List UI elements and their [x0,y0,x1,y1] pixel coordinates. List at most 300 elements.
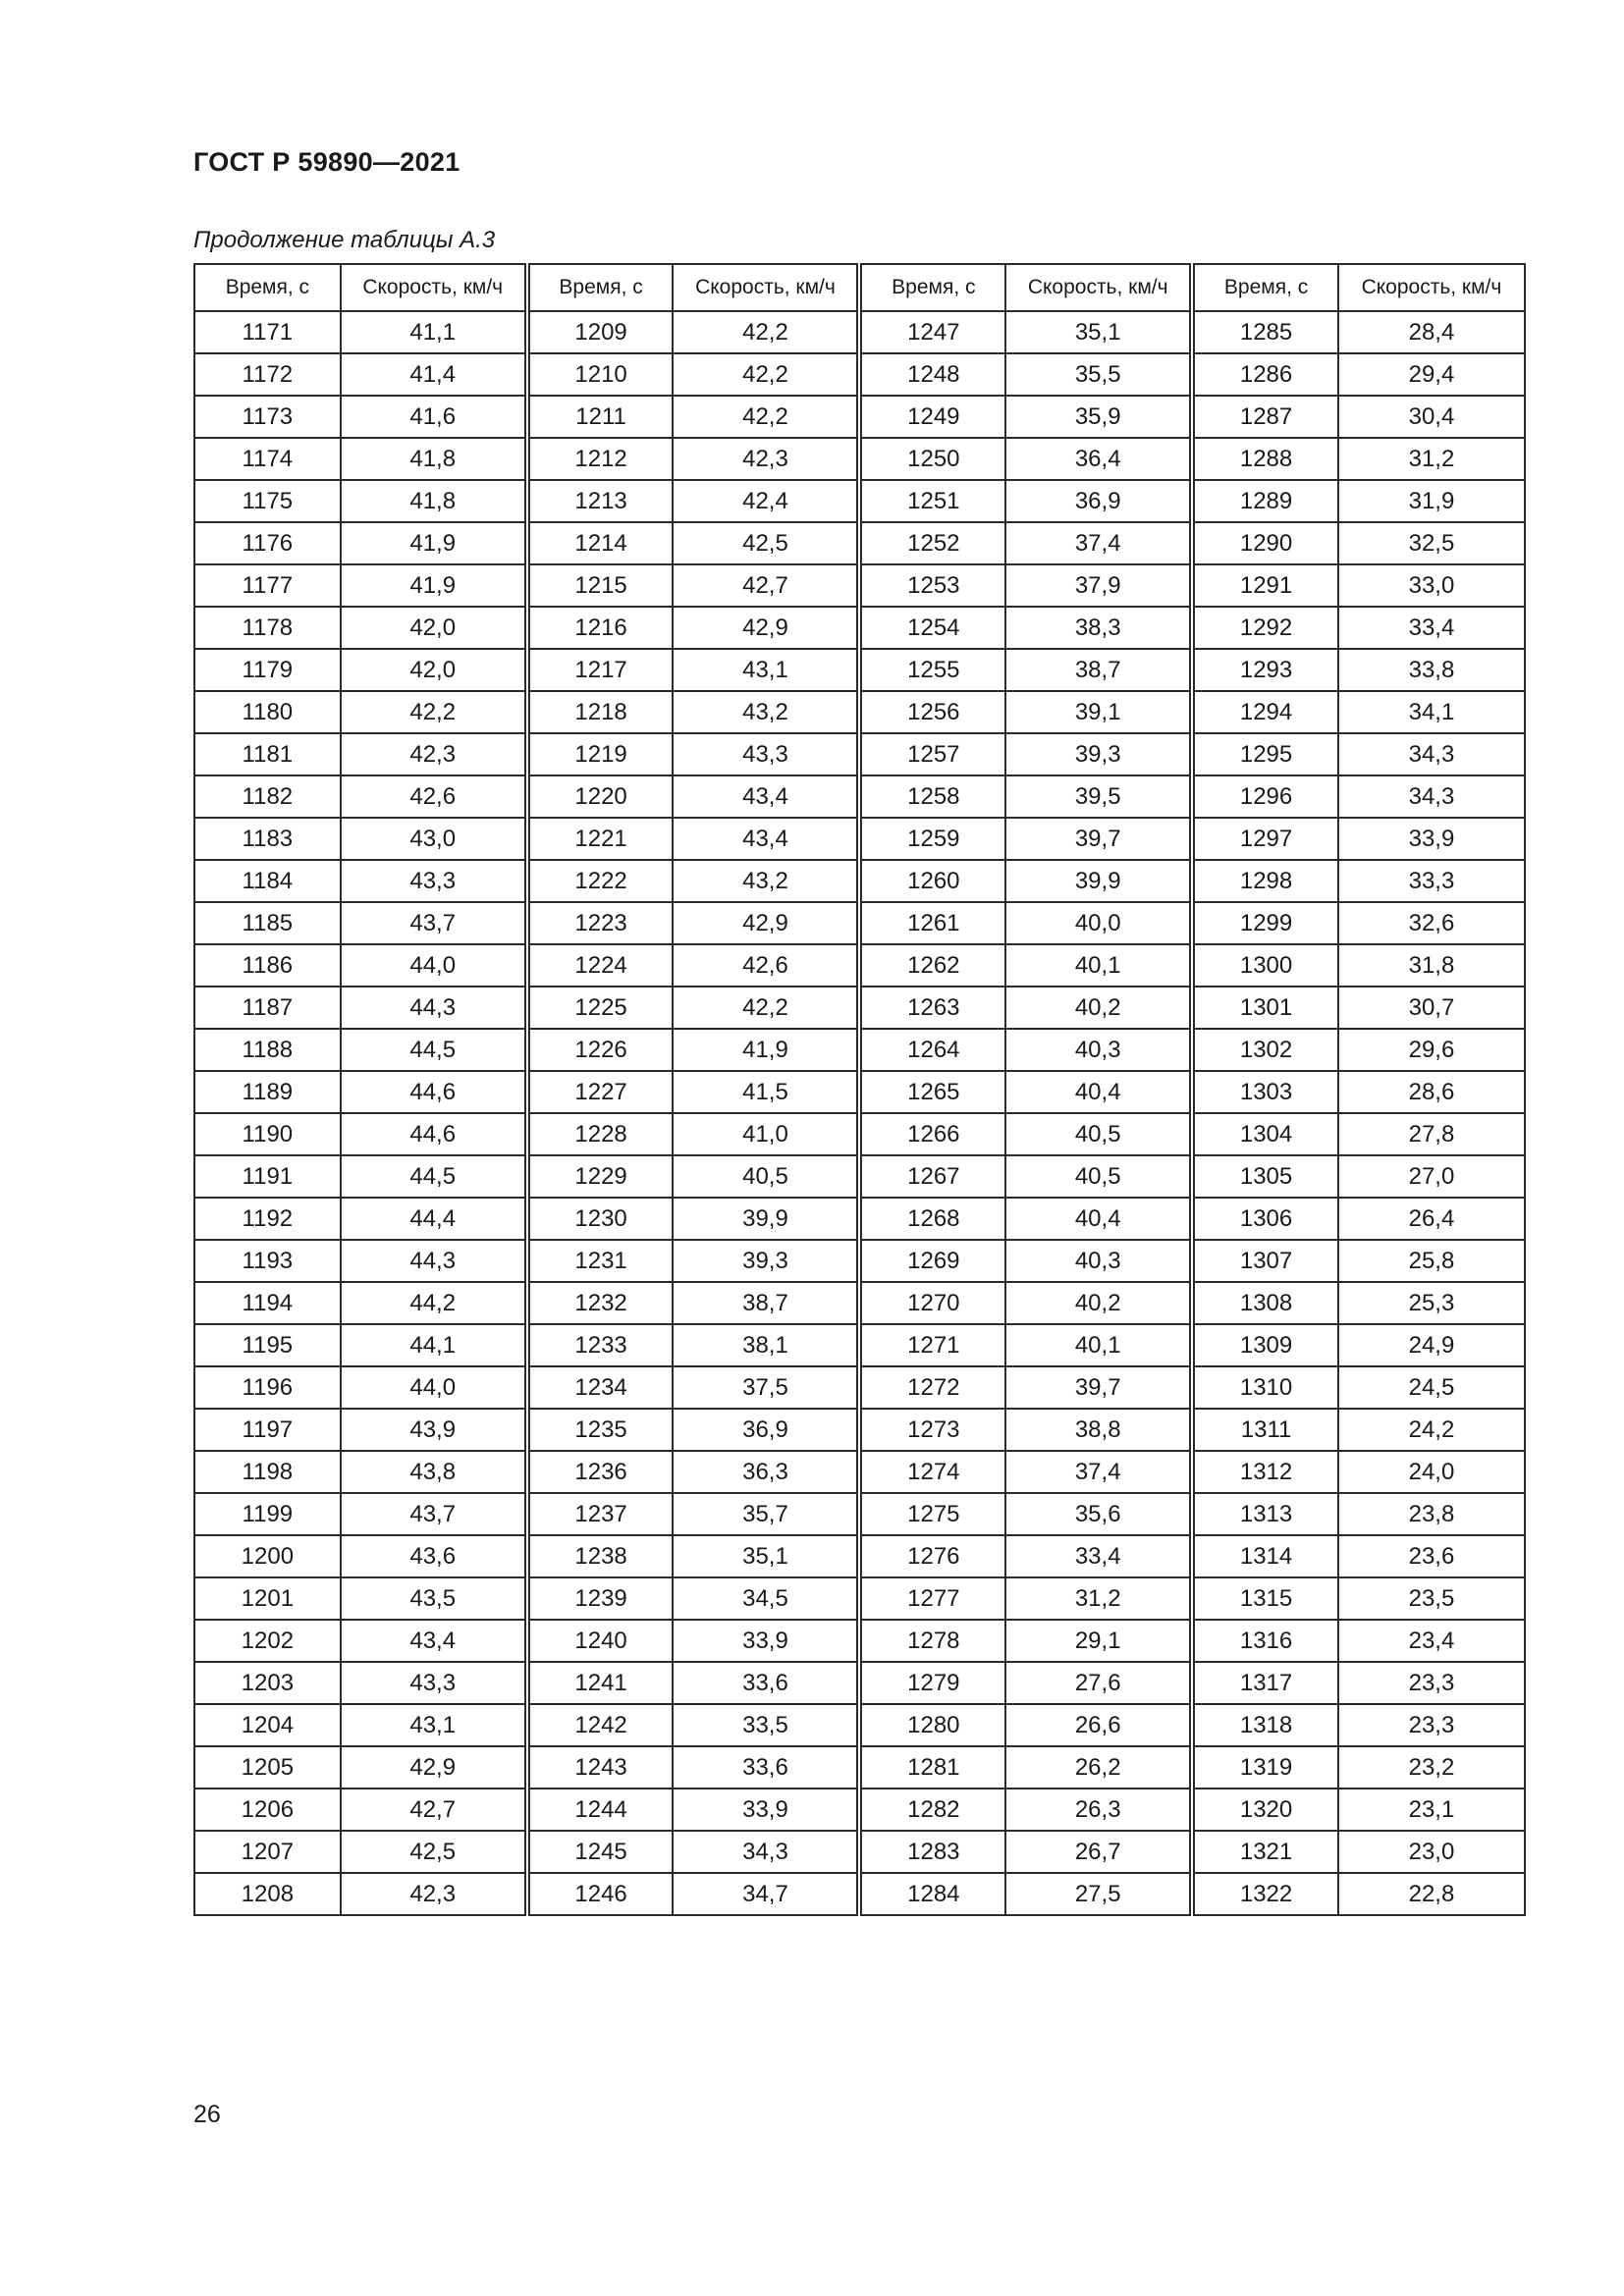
column-header-time: Время, с [859,264,1005,311]
table-row [194,1029,1525,1071]
speed-cell: 23,5 [1338,1577,1525,1620]
time-cell: 1196 [194,1366,341,1409]
time-cell: 1187 [194,987,341,1029]
table-body [194,311,1525,1915]
speed-cell: 33,9 [1338,818,1525,860]
table-row [194,1113,1525,1155]
table-row [194,1831,1525,1873]
table-row [194,1620,1525,1662]
time-cell: 1206 [194,1789,341,1831]
speed-cell: 28,4 [1338,311,1525,353]
speed-cell: 39,9 [673,1198,859,1240]
speed-cell: 43,8 [341,1451,527,1493]
speed-cell: 44,1 [341,1324,527,1366]
speed-cell: 31,8 [1338,944,1525,987]
time-cell: 1221 [527,818,674,860]
speed-cell: 26,3 [1005,1789,1192,1831]
table-row [194,818,1525,860]
time-cell: 1320 [1192,1789,1338,1831]
time-cell: 1241 [527,1662,674,1704]
speed-cell: 43,3 [673,733,859,775]
speed-cell: 33,9 [673,1789,859,1831]
speed-cell: 44,6 [341,1071,527,1113]
speed-cell: 42,0 [341,607,527,649]
column-header-time: Время, с [194,264,341,311]
speed-cell: 40,0 [1005,902,1192,944]
table-row [194,860,1525,902]
table-row [194,1409,1525,1451]
speed-cell: 33,3 [1338,860,1525,902]
speed-cell: 42,3 [341,1873,527,1915]
table-caption: Продолжение таблицы А.3 [193,227,496,253]
table-header-row [194,264,1525,311]
time-cell: 1261 [859,902,1005,944]
time-cell: 1213 [527,480,674,522]
time-cell: 1220 [527,775,674,818]
page-number: 26 [193,2101,221,2128]
time-cell: 1184 [194,860,341,902]
time-cell: 1290 [1192,522,1338,564]
time-cell: 1212 [527,438,674,480]
table-row [194,438,1525,480]
speed-cell: 43,3 [341,860,527,902]
time-cell: 1237 [527,1493,674,1535]
time-cell: 1302 [1192,1029,1338,1071]
speed-cell: 43,2 [673,691,859,733]
speed-cell: 43,4 [341,1620,527,1662]
time-cell: 1216 [527,607,674,649]
time-cell: 1245 [527,1831,674,1873]
table-row [194,902,1525,944]
speed-cell: 34,3 [1338,733,1525,775]
time-cell: 1257 [859,733,1005,775]
table-row [194,987,1525,1029]
table-row [194,1282,1525,1324]
speed-cell: 27,8 [1338,1113,1525,1155]
speed-cell: 34,3 [673,1831,859,1873]
time-cell: 1229 [527,1155,674,1198]
table-row [194,1789,1525,1831]
time-cell: 1265 [859,1071,1005,1113]
speed-cell: 42,2 [673,396,859,438]
speed-cell: 22,8 [1338,1873,1525,1915]
time-cell: 1189 [194,1071,341,1113]
time-cell: 1279 [859,1662,1005,1704]
time-cell: 1275 [859,1493,1005,1535]
speed-cell: 40,5 [673,1155,859,1198]
speed-cell: 42,9 [673,902,859,944]
speed-cell: 33,4 [1338,607,1525,649]
time-cell: 1223 [527,902,674,944]
time-cell: 1226 [527,1029,674,1071]
speed-cell: 24,5 [1338,1366,1525,1409]
time-cell: 1204 [194,1704,341,1746]
time-cell: 1207 [194,1831,341,1873]
time-cell: 1201 [194,1577,341,1620]
speed-cell: 25,3 [1338,1282,1525,1324]
speed-cell: 37,4 [1005,1451,1192,1493]
speed-cell: 43,6 [341,1535,527,1577]
table-row [194,353,1525,396]
speed-cell: 35,9 [1005,396,1192,438]
speed-cell: 23,6 [1338,1535,1525,1577]
speed-cell: 44,3 [341,987,527,1029]
speed-cell: 40,4 [1005,1198,1192,1240]
time-cell: 1179 [194,649,341,691]
table-row [194,522,1525,564]
speed-cell: 31,9 [1338,480,1525,522]
time-cell: 1321 [1192,1831,1338,1873]
time-cell: 1292 [1192,607,1338,649]
speed-cell: 40,1 [1005,1324,1192,1366]
time-cell: 1172 [194,353,341,396]
time-cell: 1298 [1192,860,1338,902]
speed-cell: 42,2 [673,353,859,396]
time-cell: 1246 [527,1873,674,1915]
speed-cell: 35,7 [673,1493,859,1535]
time-cell: 1239 [527,1577,674,1620]
speed-cell: 23,8 [1338,1493,1525,1535]
speed-cell: 33,5 [673,1704,859,1746]
time-cell: 1281 [859,1746,1005,1789]
time-cell: 1222 [527,860,674,902]
table-row [194,944,1525,987]
time-cell: 1305 [1192,1155,1338,1198]
time-cell: 1313 [1192,1493,1338,1535]
time-cell: 1186 [194,944,341,987]
table-row [194,775,1525,818]
time-cell: 1322 [1192,1873,1338,1915]
time-cell: 1270 [859,1282,1005,1324]
time-cell: 1242 [527,1704,674,1746]
table-row [194,691,1525,733]
table-row [194,1746,1525,1789]
speed-cell: 23,0 [1338,1831,1525,1873]
time-cell: 1269 [859,1240,1005,1282]
speed-cell: 43,3 [341,1662,527,1704]
speed-cell: 42,5 [341,1831,527,1873]
time-cell: 1236 [527,1451,674,1493]
time-cell: 1307 [1192,1240,1338,1282]
speed-cell: 42,5 [673,522,859,564]
time-cell: 1272 [859,1366,1005,1409]
speed-cell: 35,6 [1005,1493,1192,1535]
time-cell: 1176 [194,522,341,564]
speed-cell: 43,1 [673,649,859,691]
speed-cell: 26,4 [1338,1198,1525,1240]
column-header-speed: Скорость, км/ч [1338,264,1525,311]
speed-cell: 29,6 [1338,1029,1525,1071]
speed-cell: 33,4 [1005,1535,1192,1577]
time-cell: 1200 [194,1535,341,1577]
time-cell: 1190 [194,1113,341,1155]
time-cell: 1258 [859,775,1005,818]
time-cell: 1294 [1192,691,1338,733]
time-cell: 1280 [859,1704,1005,1746]
time-cell: 1278 [859,1620,1005,1662]
speed-cell: 33,6 [673,1662,859,1704]
time-cell: 1193 [194,1240,341,1282]
time-cell: 1276 [859,1535,1005,1577]
table-row [194,649,1525,691]
table-row [194,1577,1525,1620]
speed-cell: 41,9 [341,522,527,564]
time-cell: 1233 [527,1324,674,1366]
speed-cell: 42,6 [341,775,527,818]
time-cell: 1224 [527,944,674,987]
column-header-time: Время, с [527,264,674,311]
time-cell: 1243 [527,1746,674,1789]
time-cell: 1285 [1192,311,1338,353]
time-cell: 1210 [527,353,674,396]
table-row [194,564,1525,607]
time-cell: 1178 [194,607,341,649]
speed-cell: 31,2 [1005,1577,1192,1620]
column-header-speed: Скорость, км/ч [673,264,859,311]
time-cell: 1205 [194,1746,341,1789]
time-cell: 1274 [859,1451,1005,1493]
table-row [194,1451,1525,1493]
time-cell: 1235 [527,1409,674,1451]
speed-cell: 44,6 [341,1113,527,1155]
time-cell: 1250 [859,438,1005,480]
time-cell: 1214 [527,522,674,564]
time-cell: 1248 [859,353,1005,396]
time-cell: 1315 [1192,1577,1338,1620]
speed-cell: 42,9 [673,607,859,649]
time-cell: 1185 [194,902,341,944]
time-cell: 1266 [859,1113,1005,1155]
time-cell: 1288 [1192,438,1338,480]
speed-cell: 24,0 [1338,1451,1525,1493]
speed-cell: 44,5 [341,1029,527,1071]
speed-cell: 43,5 [341,1577,527,1620]
speed-cell: 38,1 [673,1324,859,1366]
time-cell: 1262 [859,944,1005,987]
time-cell: 1255 [859,649,1005,691]
time-cell: 1259 [859,818,1005,860]
speed-cell: 30,7 [1338,987,1525,1029]
document-header: ГОСТ Р 59890—2021 [193,147,460,177]
speed-cell: 44,2 [341,1282,527,1324]
time-cell: 1289 [1192,480,1338,522]
speed-cell: 41,6 [341,396,527,438]
time-cell: 1244 [527,1789,674,1831]
time-cell: 1202 [194,1620,341,1662]
speed-cell: 42,3 [673,438,859,480]
table-row [194,311,1525,353]
speed-cell: 38,7 [1005,649,1192,691]
time-cell: 1311 [1192,1409,1338,1451]
time-cell: 1180 [194,691,341,733]
time-cell: 1318 [1192,1704,1338,1746]
table-row [194,1155,1525,1198]
speed-cell: 43,4 [673,818,859,860]
speed-cell: 26,6 [1005,1704,1192,1746]
speed-cell: 40,4 [1005,1071,1192,1113]
table-row [194,1324,1525,1366]
speed-cell: 35,1 [673,1535,859,1577]
speed-cell: 36,9 [1005,480,1192,522]
table-row [194,607,1525,649]
speed-cell: 34,1 [1338,691,1525,733]
speed-cell: 39,5 [1005,775,1192,818]
time-cell: 1251 [859,480,1005,522]
speed-cell: 40,2 [1005,987,1192,1029]
speed-cell: 43,4 [673,775,859,818]
speed-cell: 40,3 [1005,1029,1192,1071]
time-cell: 1173 [194,396,341,438]
time-cell: 1215 [527,564,674,607]
time-cell: 1247 [859,311,1005,353]
time-cell: 1254 [859,607,1005,649]
speed-cell: 27,0 [1338,1155,1525,1198]
speed-cell: 25,8 [1338,1240,1525,1282]
time-cell: 1314 [1192,1535,1338,1577]
speed-cell: 24,2 [1338,1409,1525,1451]
time-cell: 1308 [1192,1282,1338,1324]
time-cell: 1249 [859,396,1005,438]
time-cell: 1295 [1192,733,1338,775]
speed-cell: 41,0 [673,1113,859,1155]
speed-cell: 42,2 [673,311,859,353]
speed-cell: 42,6 [673,944,859,987]
time-cell: 1304 [1192,1113,1338,1155]
speed-cell: 33,8 [1338,649,1525,691]
speed-cell: 39,3 [673,1240,859,1282]
time-cell: 1231 [527,1240,674,1282]
table-row [194,1366,1525,1409]
time-cell: 1183 [194,818,341,860]
time-cell: 1225 [527,987,674,1029]
time-cell: 1203 [194,1662,341,1704]
speed-cell: 35,5 [1005,353,1192,396]
time-cell: 1232 [527,1282,674,1324]
time-cell: 1260 [859,860,1005,902]
speed-cell: 42,2 [341,691,527,733]
speed-cell: 34,5 [673,1577,859,1620]
time-cell: 1252 [859,522,1005,564]
time-cell: 1228 [527,1113,674,1155]
time-cell: 1240 [527,1620,674,1662]
speed-cell: 42,7 [341,1789,527,1831]
speed-cell: 38,3 [1005,607,1192,649]
time-cell: 1319 [1192,1746,1338,1789]
time-cell: 1188 [194,1029,341,1071]
time-cell: 1310 [1192,1366,1338,1409]
speed-cell: 36,9 [673,1409,859,1451]
time-cell: 1182 [194,775,341,818]
time-cell: 1299 [1192,902,1338,944]
speed-cell: 34,3 [1338,775,1525,818]
speed-cell: 42,0 [341,649,527,691]
speed-cell: 43,7 [341,902,527,944]
speed-cell: 43,7 [341,1493,527,1535]
speed-cell: 40,5 [1005,1155,1192,1198]
time-cell: 1199 [194,1493,341,1535]
speed-cell: 39,7 [1005,1366,1192,1409]
speed-cell: 37,5 [673,1366,859,1409]
time-cell: 1227 [527,1071,674,1113]
table-row [194,1240,1525,1282]
time-cell: 1296 [1192,775,1338,818]
speed-cell: 39,1 [1005,691,1192,733]
table-row [194,1662,1525,1704]
speed-cell: 39,9 [1005,860,1192,902]
speed-cell: 42,7 [673,564,859,607]
speed-cell: 43,2 [673,860,859,902]
table-row [194,1535,1525,1577]
speed-cell: 41,1 [341,311,527,353]
time-cell: 1263 [859,987,1005,1029]
time-cell: 1238 [527,1535,674,1577]
speed-cell: 30,4 [1338,396,1525,438]
time-cell: 1256 [859,691,1005,733]
speed-cell: 29,1 [1005,1620,1192,1662]
time-cell: 1209 [527,311,674,353]
time-cell: 1287 [1192,396,1338,438]
column-header-speed: Скорость, км/ч [1005,264,1192,311]
time-cell: 1301 [1192,987,1338,1029]
time-cell: 1283 [859,1831,1005,1873]
speed-cell: 23,1 [1338,1789,1525,1831]
speed-cell: 41,8 [341,438,527,480]
time-cell: 1282 [859,1789,1005,1831]
speed-cell: 44,0 [341,1366,527,1409]
time-cell: 1219 [527,733,674,775]
time-cell: 1218 [527,691,674,733]
time-cell: 1194 [194,1282,341,1324]
time-cell: 1191 [194,1155,341,1198]
speed-cell: 44,4 [341,1198,527,1240]
speed-cell: 40,3 [1005,1240,1192,1282]
time-cell: 1297 [1192,818,1338,860]
speed-cell: 37,4 [1005,522,1192,564]
speed-cell: 41,9 [341,564,527,607]
speed-cell: 40,1 [1005,944,1192,987]
table-row [194,1704,1525,1746]
time-cell: 1217 [527,649,674,691]
time-cell: 1171 [194,311,341,353]
speed-cell: 29,4 [1338,353,1525,396]
time-cell: 1195 [194,1324,341,1366]
table-row [194,733,1525,775]
speed-cell: 38,8 [1005,1409,1192,1451]
speed-cell: 27,6 [1005,1662,1192,1704]
speed-cell: 37,9 [1005,564,1192,607]
table-row [194,1873,1525,1915]
time-cell: 1177 [194,564,341,607]
time-cell: 1175 [194,480,341,522]
speed-cell: 32,6 [1338,902,1525,944]
time-cell: 1300 [1192,944,1338,987]
time-cell: 1271 [859,1324,1005,1366]
table-row [194,1198,1525,1240]
time-cell: 1197 [194,1409,341,1451]
time-cell: 1253 [859,564,1005,607]
speed-cell: 31,2 [1338,438,1525,480]
column-header-speed: Скорость, км/ч [341,264,527,311]
speed-cell: 41,9 [673,1029,859,1071]
time-cell: 1230 [527,1198,674,1240]
time-cell: 1268 [859,1198,1005,1240]
column-header-time: Время, с [1192,264,1338,311]
speed-cell: 44,3 [341,1240,527,1282]
speed-cell: 32,5 [1338,522,1525,564]
time-cell: 1312 [1192,1451,1338,1493]
speed-cell: 23,3 [1338,1662,1525,1704]
time-cell: 1264 [859,1029,1005,1071]
